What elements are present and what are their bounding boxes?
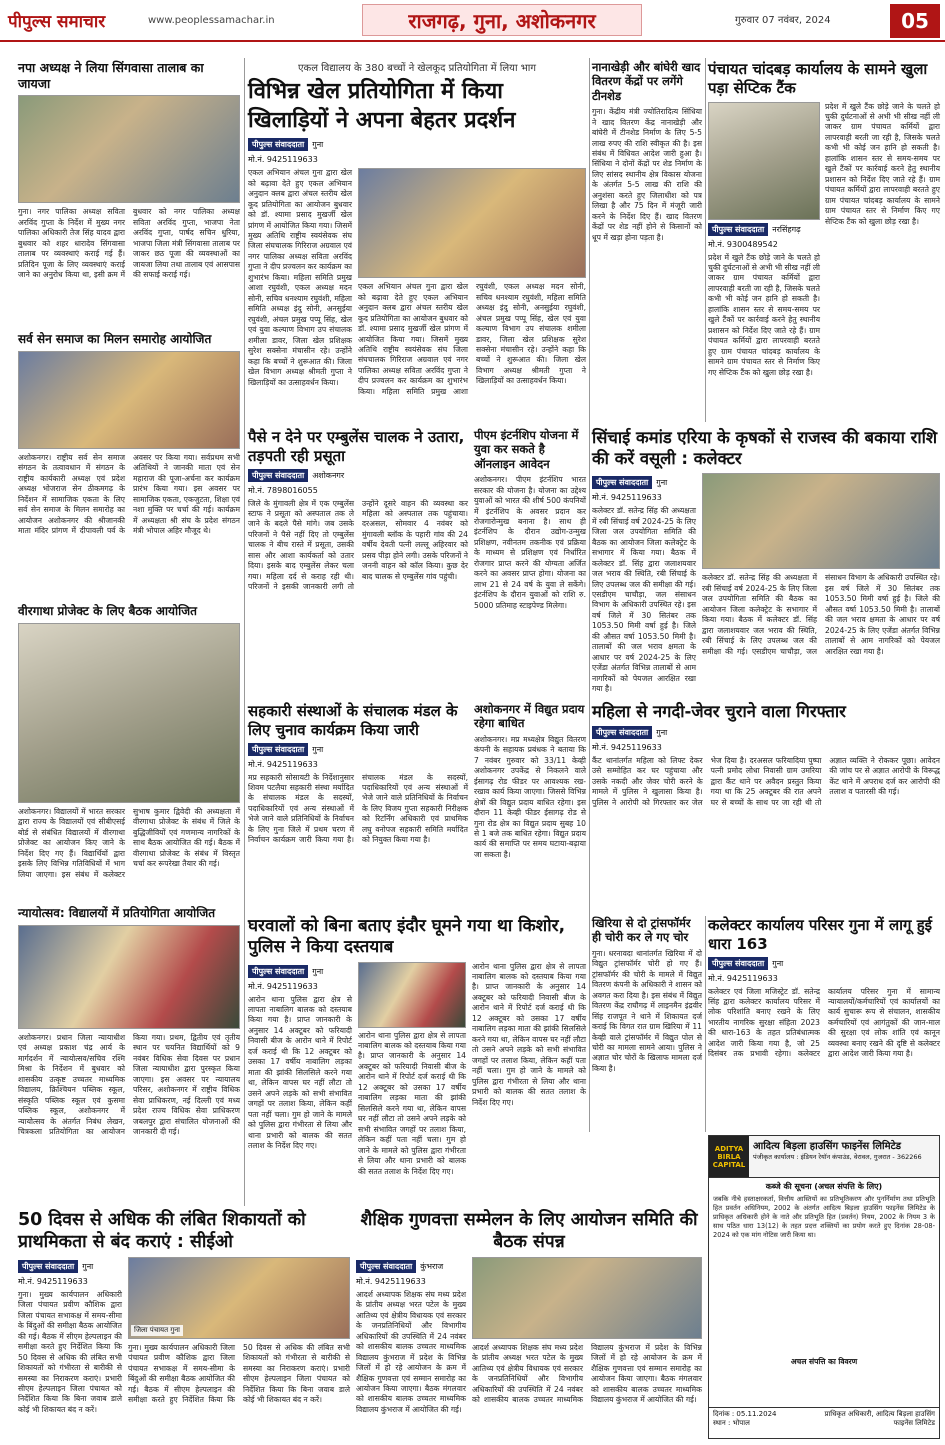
byline (356, 1260, 466, 1273)
column-divider (589, 58, 590, 1132)
article-vidyut (474, 702, 586, 912)
notice-date: दिनांक : 05.11.2024 (713, 1410, 777, 1418)
headline: सिंचाई कमांड एरिया के कृषकों से राजस्व की बकाया राशि की करें वसूली : कलेक्टर (592, 428, 938, 468)
headline: नपा अध्यक्ष ने लिया सिंगवासा तालाब का जायजा (18, 60, 204, 91)
schedule-title: अचल संपत्ति का विवरण (790, 1357, 858, 1366)
mobile-line (248, 485, 468, 496)
article-khel (248, 60, 586, 422)
place: गुना (312, 966, 324, 976)
mobile-line (248, 981, 352, 992)
mobile: मो.नं. 9425119633 (708, 973, 778, 983)
notice-signatory: प्राधिकृत अधिकारी, आदित्य बिड़ला हाउसिंग फाइनेंस लिमिटेड (824, 1410, 935, 1427)
place: कुंभराज (420, 1261, 444, 1271)
mobile-line (248, 154, 586, 165)
headline: वीरगाथा प्रोजेक्ट के लिए बैठक आयोजित (18, 604, 197, 618)
mobile-line (592, 742, 940, 753)
place: गुना (312, 744, 324, 754)
byline (592, 476, 696, 489)
article-photo (18, 623, 240, 803)
article-dhara-163 (708, 916, 940, 1132)
column-divider (705, 916, 706, 1132)
reporter-tag: पीपुल्स संवाददाता (708, 957, 768, 970)
article-photo (358, 962, 466, 1028)
article-pm-internship (474, 428, 586, 698)
mobile: मो.नं. 9425119633 (248, 759, 318, 769)
article-transformer (592, 916, 702, 1132)
article-body-left: एकल अभियान अंचल गुना द्वारा खेल को बढ़ावा देते हुए एकल अभियान अनुदान क्लब द्वारा अंचल स्तरीय खेल कूद प्रतियोगिता का आयोजन बुधवार को डॉ. श्यामा प्रसाद मुखर्जी खेल प्रांगण में आयोजित किया गया। जिसमें मुख्य अतिथि राष्ट्रीय स्वयंसेवक संघ जिला संघचालक गिरिराज अग्रवाल एवं नगर पालिका अध्यक्ष सविता अरविंद गुप्ता ने दीप प्रज्वलन कर कार्यक्रम का शुभारंभ किया। महिला समिति प्रमुख आशा रघुवंशी, एकल अध्यक्ष मदन सोनी, सचिव धनश्याम रघुवंशी, महिला समिति अध्यक्ष इंदु सोनी, अनसुईया रघुवंशी, अंचल प्रमुख पप्पू सिंह, खेल एवं युवा कल्याण विभाग उप संचालक शमीला डावर, जिला खेल प्रशिक्षक सुरेश सक्सेना मंचासीन रहे। उन्होंने कहा कि बच्चों ने शुरूआत की। जिला खेल विभाग अध्यक्ष श्रीमती गुप्ता ने खिलाड़ियों का उत्साहवर्धन किया। (248, 168, 352, 387)
website-url[interactable]: www.peoplessamachar.in (148, 14, 275, 26)
article-body: अशोकनगर। मप्र मध्यक्षेत्र विद्युत वितरण कंपनी के सहायक प्रबंधक ने बताया कि 7 नवंबर गुरुवार को 33/11 केव्ही अशोकनगर उपकेंद्र से निकलने वाले ईसागढ़ रोड फीडर पर आवश्यक रख-रखाव कार्य किया जाएगा। जिससे विभिन्न क्षेत्रों की विद्युत प्रदाय बाधित रहेगा। इस दौरान 11 केव्ही फीडर ईसागढ़ रोड से गुना रोड क्षेत्र का विद्युत प्रदाय सुबह 10 से 1 बजे तक बाधित रहेगा। विद्युत प्रदाय कार्य की समाप्ति पर समय घटाया-बढ़ाया जा सकता है। (474, 734, 586, 859)
article-body-left: गुना। मुख्य कार्यपालन अधिकारी जिला पंचायत प्रवीण कौशिक द्वारा जिला पंचायत सभाकक्ष में समय-सीमा के बिंदुओं की समीक्षा बैठक आयोजित की गई। बैठक में सीएम हेल्पलाइन की समीक्षा करते हुए निर्देशित किया कि 50 दिवस से अधिक की लंबित सभी शिकायतों को गंभीरता से बारीकी से समस्या का निराकरण कराएं। प्रभारी सीएम हेल्पलाइन जिला पंचायत को निर्देशित किया कि बिना जवाब डाले कोई भी शिकायत बंद न करें। (18, 1289, 122, 1414)
place: अशोकनगर (312, 470, 345, 480)
article-body-right: आरोन थाना पुलिस द्वारा क्षेत्र से लापता नाबालिग बालक को दस्तयाब किया गया है। प्राप्त जानकारी के अनुसार 14 अक्टूबर को फरियादी निवासी बीज के आरोन थाने में रिपोर्ट दर्ज कराई थी कि 12 अक्टूबर को उसका 17 वर्षीय नाबालिग लड़का माता की झांकी सिलसिले करने गया था, लेकिन वापस घर नहीं लौटा तो उसने अपने लड़के को सभी संभावित जगहों पर तलाश किया, लेकिन कहीं पता नहीं चला। गुम हो जाने के मामले को पुलिस द्वारा गंभीरता से लिया और थाना प्रभारी को बालक की सतत तलाश के निर्देश दिए गए। (472, 961, 586, 1107)
article-body: मप्र सहकारी सोसायटी के निर्देशानुसार शिवम पटलैया सहकारी संस्था मर्यादित के संचालक मंडल के सदस्यों, पदाधिकारियों एवं अन्य संस्थाओं में भेजे जाने वाले प्रतिनिधियों के निर्वाचन के लिए गुना जिले में प्रथम चरण में निर्वाचन कार्यक्रम जारी किया गया है। संचालक मंडल के सदस्यों, पदाधिकारियों एवं अन्य संस्थाओं में भेजे जाने वाले प्रतिनिधियों के निर्वाचन के लिए विजय गुप्ता सहकारी निरीक्षक को रिटर्निंग अधिकारी एवं प्राथमिक लघु वनोपज सहकारी समिति मर्यादित को नियुक्त किया गया है। (248, 772, 468, 845)
article-body-mid: आरोन थाना पुलिस द्वारा क्षेत्र से लापता नाबालिग बालक को दस्तयाब किया गया है। प्राप्त जानकारी के अनुसार 14 अक्टूबर को फरियादी निवासी बीज के आरोन थाने में रिपोर्ट दर्ज कराई थी कि 12 अक्टूबर को उसका 17 वर्षीय नाबालिग लड़का माता की झांकी सिलसिले करने गया था, लेकिन वापस घर नहीं लौटा तो उसने अपने लड़के को सभी संभावित जगहों पर तलाश किया, लेकिन कहीं पता नहीं चला। गुम हो जाने के मामले को पुलिस द्वारा गंभीरता से लिया और थाना प्रभारी को बालक की सतत तलाश के निर्देश दिए गए। (358, 1030, 466, 1176)
headline: पीएम इंटर्नशिप योजना में युवा कर सकते है ऑनलाइन आवेदन (474, 428, 579, 471)
place: गुना (656, 727, 668, 737)
kicker: एकल विद्यालय के 380 बच्चों ने खेलकूद प्रतियोगिता में लिया भाग (298, 63, 536, 74)
notice-body: जबकि नीचे हस्ताक्षरकर्ता, वित्तीय आस्तियों का प्रतिभूतिकरण और पुनर्निर्माण तथा प्रतिभूति हित प्रवर्तन अधिनियम, 2002 के अंतर्गत आदित्य बिड़ला हाउसिंग फाइनेंस लिमिटेड के प्राधिकृत अधिकारी होने के नाते और प्रतिभूति हित (प्रवर्तन) नियम, 2002 के नियम 3 के साथ पठित धारा 13(12) के तहत प्रदत्त शक्तियों का प्रयोग करते हुए दिनांक 28-08-2024 को एक मांग नोटिस जारी किया था। (713, 1195, 935, 1240)
headline: पंचायत चांदबड़ कार्यालय के सामने खुला पड़ा सेप्टिक टैंक (708, 60, 928, 97)
article-body-left: कलेक्टर डॉ. सतेन्द्र सिंह की अध्यक्षता में रबी सिंचाई वर्ष 2024-25 के लिए जिला जल उपयोगिता समिति की बैठक का आयोजन जिला कलेक्ट्रेट के सभागार में किया गया। बैठक में कलेक्टर डॉ. सिंह द्वारा जलाशयवार जल भराव की स्थिति, रबी सिंचाई के लिए उपलब्ध जल की समीक्षा की गई। एसडीएम चाचौड़ा, जल संसाधन विभाग के अधिकारी उपस्थित रहे। इस वर्ष जिले में 30 सितंबर तक 1053.50 मिमी वर्षा हुई है। जिले की औसत वर्षा 1053.50 मिमी है। तालाबों की जल भराव क्षमता के आधार पर वर्ष 2024-25 के लिए एजेंडा अंतर्गत विभिन्न तालाबों से आम नागरिकों को पेयजल आरक्षित रखा गया है। (592, 506, 696, 694)
article-body: कलेक्टर एवं जिला मजिस्ट्रेट डॉ. सतेन्द्र सिंह द्वारा कलेक्टर कार्यालय परिसर में लोक परिशांति बनाए रखने के लिए भारतीय नागरिक सुरक्षा संहिता 2023 की धारा-163 के तहत प्रतिबंधात्मक आदेश जारी किया गया है, जो 25 दिसंबर तक प्रभावी रहेगा। कलेक्टर कार्यालय परिसर गुना में सामान्य न्यायालयों/कर्मचारियों एवं कार्यालयों का कार्य सुचारू रूप से संचालन, शासकीय कर्मचारियों एवं आगंतुकों की जान-माल की सुरक्षा एवं लोक शांति एवं कानून व्यवस्था बनाए रखने की दृष्टि से कलेक्टर द्वारा आदेश जारी किया गया है। (708, 986, 940, 1059)
headline: अशोकनगर में विद्युत प्रदाय रहेगा बाधित (474, 702, 585, 731)
logo-text: पीपुल्स समाचार (8, 11, 106, 32)
headline: घरवालों को बिना बताए इंदौर घूमने गया था किशोर, पुलिस ने किया दस्तयाब (248, 916, 566, 958)
article-photo (358, 168, 586, 278)
notice-place: स्थान : भोपाल (713, 1419, 750, 1427)
article-body: कैंट थानांतर्गत महिला को लिफ्ट देकर उसे सम्मोहित कर घर पहुंचाया और उसके नकदी और जेवर चोरी करने के मामले में पुलिस ने खुलासा किया है। पुलिस ने आरोपी को गिरफ्तार कर जेल भेज दिया है। दरअसल फरियादिया पुष्पा पत्नी प्रमोद लोधा निवासी ग्राम उमरिया द्वारा कैंट थाने पर अवैदन प्रस्तुत किया गया था कि 25 अक्टूबर की रात अपने घर से बच्चों के साथ पर जा रही थी तो अज्ञात व्यक्ति ने रोककर पूछा। आवेदन की जांच पर से अज्ञात आरोपी के विरूद्ध केंट थाने में अपराध दर्ज कर आरोपी की तलाश व पतारसी की गई। (592, 755, 940, 807)
reporter-tag: पीपुल्स संवाददाता (248, 138, 308, 151)
place: गुना (656, 478, 668, 488)
article-nyayotsav (18, 906, 240, 1206)
article-photo (708, 102, 820, 220)
aditya-birla-logo: ADITYA BIRLA CAPITAL (709, 1136, 749, 1177)
article-body: अशोकनगर। प्रधान जिला न्यायाधीश एवं अध्यक्ष प्रकाश चंद्र आर्य के मार्गदर्शन में न्यायोत्सव/सचिव रश्मि मिश्रा के निर्देशन में बुधवार को शासकीय उत्कृष्ट उच्चतर माध्यमिक विद्यालय, क्रिश्चियन पब्लिक स्कूल, संस्कृति पब्लिक स्कूल एवं कुसमा पब्लिक स्कूल, अशोकनगर में न्यायोत्सव के अंतर्गत निबंध लेखन, चित्रकला प्रतियोगिता का आयोजन किया गया। प्रथम, द्वितीय एवं तृतीय स्थान पर चयनित विद्यार्थियों को 9 नवंबर विधिक सेवा दिवस पर प्रधान जिला न्यायाधीश द्वारा पुरस्कृत किया जाएगा। इस अवसर पर न्यायालय परिसर, अशोकनगर में राष्ट्रीय विधिक सेवा प्राधिकरण, नई दिल्ली एवं मध्य प्रदेश राज्य विधिक सेवा प्राधिकरण जबलपुर द्वारा संचालित योजनाओं की जानकारी दी गई। (18, 1033, 240, 1137)
newspaper-logo[interactable] (8, 2, 138, 38)
company-name: आदित्य बिड़ला हाउसिंग फाइनेंस लिमिटेड (753, 1141, 901, 1152)
place: गुना (82, 1261, 94, 1271)
article-ambulance (248, 428, 468, 698)
headline: सर्व सेन समाज का मिलन समारोह आयोजित (18, 332, 212, 346)
article-photo (18, 925, 240, 1029)
place: गुना (312, 140, 324, 150)
region-banner: राजगढ़, गुना, अशोकनगर (362, 4, 642, 36)
article-photo (18, 95, 240, 203)
article-shaikshik (356, 1210, 702, 1440)
headline: न्यायोत्सव: विद्यालयों में प्रतियोगिता आयोजित (18, 906, 216, 920)
mobile: मो.नं. 9425119633 (592, 493, 662, 503)
headline: कलेक्टर कार्यालय परिसर गुना में लागू हुई धारा 163 (708, 916, 933, 953)
company-address: पंजीकृत कार्यालय : इंडियन रेयॉन कंपाउंड, वेरावल, गुजरात - 362266 (753, 1153, 922, 1161)
place: गुना (772, 958, 784, 968)
article-sen-samaj (18, 332, 240, 600)
reporter-tag: पीपुल्स संवाददाता (248, 965, 308, 978)
article-chor (592, 702, 940, 912)
article-veergatha (18, 604, 240, 902)
mobile: मो.नं. 9300489542 (708, 239, 778, 249)
headline: शैक्षिक गुणवत्ता सम्मेलन के लिए आयोजन समिति की बैठक संपन्न (360, 1210, 698, 1252)
article-sinchai (592, 428, 940, 698)
issue-date: गुरुवार 07 नवंबर, 2024 (735, 15, 831, 26)
notice-title: कब्जे की सूचना (अचल संपत्ति के लिए) (765, 1182, 883, 1191)
column-divider (705, 58, 706, 422)
byline (248, 138, 586, 151)
reporter-tag: पीपुल्स संवाददाता (708, 223, 768, 236)
article-body-right: आदर्श अध्यापक शिक्षक संघ मध्य प्रदेश के प्रांतीय अध्यक्ष भरत पटेल के मुख्य आतिथ्य एवं क्षेत्रीय विधायक एवं सरकार के जनप्रतिनिधियों और विभागीय अधिकारियों की उपस्थिति में 24 नवंबर को शासकीय बालक उच्चतर माध्यमिक विद्यालय कुंभराज में प्रदेश के विभिन्न जिलों में हो रहे आयोजन के क्रम में शैक्षिक गुणवत्ता एवं सम्मान समारोह का आयोजन किया जाएगा। बैठक मंगलवार को शासकीय बालक उच्चतर माध्यमिक विद्यालय कुंभराज में आयोजित की गई। (472, 1342, 702, 1405)
headline: खिरिया से दो ट्रांसफॉर्मर ही चोरी कर ले गए चोर (592, 916, 691, 945)
byline (248, 743, 468, 756)
byline (18, 1260, 122, 1273)
article-body: अशोकनगर। विद्यालयों में भारत सरकार द्वारा राज्य के विद्यालयों एवं सीबीएसई बोर्ड से संबंधित विद्यालयों में वीरगाथा प्रोजेक्ट का आयोजन किए जाने के निर्देश दिए गए हैं। विद्यार्थियों द्वारा इसके लिए विभिन्न गतिविधियों में भाग लिया जाएगा। इस संबंध में कलेक्टर सुभाष कुमार द्विवेदी की अध्यक्षता में वीरगाथा प्रोजेक्ट के संबंध में जिले के बुद्धिजीवियों एवं गणमान्य नागरिकों के साथ बैठक आयोजित की गई। बैठक में वीरगाथा प्रोजेक्ट के संबंध में विस्तृत चर्चा कर रूपरेखा तैयार की गई। (18, 807, 240, 879)
article-photo (128, 1257, 350, 1339)
article-photo (472, 1257, 702, 1339)
photo-caption: जिला पंचायत गुना (131, 1325, 183, 1336)
article-body-left: आदर्श अध्यापक शिक्षक संघ मध्य प्रदेश के प्रांतीय अध्यक्ष भरत पटेल के मुख्य आतिथ्य एवं क्षेत्रीय विधायक एवं सरकार के जनप्रतिनिधियों और विभागीय अधिकारियों की उपस्थिति में 24 नवंबर को शासकीय बालक उच्चतर माध्यमिक विद्यालय कुंभराज में प्रदेश के विभिन्न जिलों में हो रहे आयोजन के क्रम में शैक्षिक गुणवत्ता एवं सम्मान समारोह का आयोजन किया जाएगा। बैठक मंगलवार को शासकीय बालक उच्चतर माध्यमिक विद्यालय कुंभराज में आयोजित की गई। (356, 1289, 466, 1414)
mobile-line (708, 973, 940, 984)
mobile: मो.नं. 9425119633 (248, 981, 318, 991)
article-body-right: गुना। मुख्य कार्यपालन अधिकारी जिला पंचायत प्रवीण कौशिक द्वारा जिला पंचायत सभाकक्ष में समय-सीमा के बिंदुओं की समीक्षा बैठक आयोजित की गई। बैठक में सीएम हेल्पलाइन की समीक्षा करते हुए निर्देशित किया कि 50 दिवस से अधिक की लंबित सभी शिकायतों को गंभीरता से बारीकी से समस्या का निराकरण कराएं। प्रभारी सीएम हेल्पलाइन जिला पंचायत को निर्देशित किया कि बिना जवाब डाले कोई भी शिकायत बंद न करें। (128, 1342, 350, 1405)
article-photo (18, 351, 240, 449)
legal-notice-ad (708, 1135, 940, 1439)
mobile: मो.नं. 9425119633 (248, 155, 318, 165)
mobile-line (248, 759, 468, 770)
mobile: मो.नं. 7898016055 (248, 485, 318, 495)
article-nanakhedi (592, 60, 702, 422)
article-body: अशोकनगर। पीएम इंटर्नशिप भारत सरकार की योजना है। योजना का उद्देश्य युवाओं को भारत की शीर्ष 500 कंपनियों में इंटर्नशिप के अवसर प्रदान कर रोजगारोन्मुख बनाना है। साथ ही इंटर्नशिप के दौरान उद्योग-उन्मुख प्रशिक्षण, नवीनतम तकनीक एवं प्रक्रिया के माध्यम से प्रशिक्षण एवं निर्धारित रोजगार प्राप्त करने की योग्यता अर्जित करने का अवसर प्राप्त होगा। योजना का लाभ 21 से 24 वर्ष के युवा ले सकेंगे। इंटर्नशिप के दौरान युवाओं को राशि रु. 5000 प्रतिमाह स्टाइपेण्ड मिलेगा। (474, 475, 586, 610)
mobile: मो.नं. 9425119633 (356, 1276, 426, 1286)
article-singwasa (18, 60, 240, 328)
article-body-right: एकल अभियान अंचल गुना द्वारा खेल को बढ़ावा देते हुए एकल अभियान अनुदान क्लब द्वारा अंचल स्तरीय खेल कूद प्रतियोगिता का आयोजन बुधवार को डॉ. श्यामा प्रसाद मुखर्जी खेल प्रांगण में आयोजित किया गया। जिसमें मुख्य अतिथि राष्ट्रीय स्वयंसेवक संघ जिला संघचालक गिरिराज अग्रवाल एवं नगर पालिका अध्यक्ष सविता अरविंद गुप्ता ने दीप प्रज्वलन कर कार्यक्रम का शुभारंभ किया। महिला समिति प्रमुख आशा रघुवंशी, एकल अध्यक्ष मदन सोनी, सचिव धनश्याम रघुवंशी, महिला समिति अध्यक्ष इंदु सोनी, अनसुईया रघुवंशी, अंचल प्रमुख पप्पू सिंह, खेल एवं युवा कल्याण विभाग उप संचालक शमीला डावर, जिला खेल प्रशिक्षक सुरेश सक्सेना मंचासीन रहे। उन्होंने कहा कि बच्चों ने शुरूआत की। जिला खेल विभाग अध्यक्ष श्रीमती गुप्ता ने खिलाड़ियों का उत्साहवर्धन किया। (358, 282, 586, 396)
reporter-tag: पीपुल्स संवाददाता (248, 743, 308, 756)
page-number: 05 (890, 4, 940, 38)
headline: विभिन्न खेल प्रतियोगिता में किया खिलाड़ियों ने अपना बेहतर प्रदर्शन (248, 79, 516, 133)
article-body: गुना। केंद्रीय मंत्री ज्योतिरादित्य सिंधिया ने खाद वितरण केंद्र नानाखेड़ी और बांघेरी में टीनशेड निर्माण के लिए 5-5 लाख रुपए की राशि स्वीकृत की है। इस संबंध में विधिवत आदेश जारी हुआ है। सिंधिया ने दोनों केंद्रों पर शेड निर्माण के लिए सांसद स्थानीय क्षेत्र विकास योजना के अंतर्गत 5-5 लाख की राशि की अनुशंसा करते हुए जिलाधीश को पत्र लिखा है और 75 दिन में मंजूरी जारी करने के निर्देश दिए हैं। खाद वितरण केंद्रों पर शेड नहीं होने से किसानों को धूप में खड़ा होना पड़ता है। (592, 107, 702, 242)
article-sahkari (248, 702, 468, 912)
article-ceo (18, 1210, 350, 1440)
mobile: मो.नं. 9425119633 (18, 1276, 88, 1286)
mobile-line (356, 1276, 466, 1287)
mobile-line (708, 239, 820, 250)
byline (708, 223, 820, 236)
byline (248, 965, 352, 978)
mobile-line (18, 1276, 122, 1287)
article-photo (702, 473, 940, 569)
headline: सहकारी संस्थाओं के संचालक मंडल के लिए चुनाव कार्यक्रम किया जारी (248, 702, 458, 739)
column-divider (244, 58, 245, 1206)
headline: नानाखेड़ी और बांघेरी खाद वितरण केंद्रों पर लगेंगे टीनशेड (592, 60, 701, 103)
article-body-right: कलेक्टर डॉ. सतेन्द्र सिंह की अध्यक्षता में रबी सिंचाई वर्ष 2024-25 के लिए जिला जल उपयोगिता समिति की बैठक का आयोजन जिला कलेक्ट्रेट के सभागार में किया गया। बैठक में कलेक्टर डॉ. सिंह द्वारा जलाशयवार जल भराव की स्थिति, रबी सिंचाई के लिए उपलब्ध जल की समीक्षा की गई। एसडीएम चाचौड़ा, जल संसाधन विभाग के अधिकारी उपस्थित रहे। इस वर्ष जिले में 30 सितंबर तक 1053.50 मिमी वर्षा हुई है। जिले की औसत वर्षा 1053.50 मिमी है। तालाबों की जल भराव क्षमता के आधार पर वर्ष 2024-25 के लिए एजेंडा अंतर्गत विभिन्न तालाबों से आम नागरिकों को पेयजल आरक्षित रखा गया है। (702, 573, 940, 656)
headline: महिला से नगदी-जेवर चुराने वाला गिरफ्तार (592, 702, 846, 721)
reporter-tag: पीपुल्स संवाददाता (592, 726, 652, 739)
mobile: मो.नं. 9425119633 (592, 742, 662, 752)
reporter-tag: पीपुल्स संवाददाता (356, 1260, 416, 1273)
article-body: गुना। नगर पालिका अध्यक्ष सविता अरविंद गुप्ता के निर्देश में मुख्य नगर पालिका अधिकारी तेज सिंह यादव द्वारा बुधवार को शहर धारादेव सिंगवासा तालाब पर व्यवस्थाएं कराई गई हैं। प्रतिदिन पूजा के लिए व्यवस्थाएं कराई जाने का अनुरोध किया था, इसी क्रम में बुधवार को नगर पालिका अध्यक्ष सविता अरविंद गुप्ता, भाजपा नेता अरविंद गुप्ता, पार्षद सचिन धुरिया, भाजपा जिला मंत्री सिंगवासा तालाब पर जाकर छठ पूजा की व्यवस्थाओं का जायजा लिया तथा तालाब एवं आसपास की सफाई कराई गई। (18, 207, 240, 280)
byline (248, 469, 468, 482)
place: नरसिंहगढ़ (772, 224, 801, 234)
reporter-tag: पीपुल्स संवाददाता (18, 1260, 78, 1273)
article-septic-tank (708, 60, 940, 422)
article-body-left: आरोन थाना पुलिस द्वारा क्षेत्र से लापता नाबालिग बालक को दस्तयाब किया गया है। प्राप्त जानकारी के अनुसार 14 अक्टूबर को फरियादी निवासी बीज के आरोन थाने में रिपोर्ट दर्ज कराई थी कि 12 अक्टूबर को उसका 17 वर्षीय नाबालिग लड़का माता की झांकी सिलसिले करने गया था, लेकिन वापस घर नहीं लौटा तो उसने अपने लड़के को सभी संभावित जगहों पर तलाश किया, लेकिन कहीं पता नहीं चला। गुम हो जाने के मामले को पुलिस द्वारा गंभीरता से लिया और थाना प्रभारी को बालक की सतत तलाश के निर्देश दिए गए। (248, 994, 352, 1151)
article-body: अशोकनगर। राष्ट्रीय सर्व सेन समाज संगठन के तत्वावधान में संगठन के राष्ट्रीय कार्यकारी अध्यक्ष एवं प्रदेश अध्यक्ष भोजराज सेन ठीकमगढ़ के निर्देशन में सामाजिक एकता के लिए सर्व सेन समाज के मिलन समारोह का आयोजन अशोकनगर की श्रीजानकी माता मंदिर प्रांगण में दीपावली पर्व के अवसर पर किया गया। सर्वप्रथम सभी अतिथियों ने जानकी माता एवं सेन महाराज की पूजा-अर्चना कर कार्यक्रम प्रारंभ किया गया। इस अवसर पर सामाजिक एकता, एकजुटता, शिक्षा एवं नशा मुक्ति पर चर्चा की गई। कार्यक्रम में अध्यक्षता श्री संघ के प्रदेश संगठन मंत्री भोपाल अहिर मौजूद थे। (18, 453, 240, 536)
mobile-line (592, 492, 696, 503)
article-body: गुना। धरनावदा थानांतर्गत खिरिया में दो विद्युत ट्रांसफॉर्मर चोरी हो गए हैं। ट्रांसफॉर्मर की चोरी के मामले में विद्युत वितरण कंपनी के अधिकारी ने शासन को अवगत करा दिया है। इस संबंध में विद्युत वितरण केंद्र राघौगढ़ में लाइनमैन इंद्रवीर सिंह राजपूत ने थाने में शिकायत दर्ज कराई कि विगत रात ग्राम खिरिया में 11 केव्ही वाले ट्रांसफॉर्मर में विद्युत पोल से चोरी का मामला सामने आया। पुलिस ने अज्ञात चोर चोरों के खिलाफ मामला दर्ज किया है। (592, 948, 702, 1073)
headline: पैसे न देने पर एम्बुलेंस चालक ने उतारा, तड़पती रही प्रसूता (248, 428, 465, 465)
article-body-left: प्रदेश में खुले टैंक छोड़े जाने के चलते हो चुकी दुर्घटनाओं से अभी भी सीख नहीं ली जाकर ग्राम पंचायत कर्मियों द्वारा लापरवाही बरती जा रही है, जिसके चलते कभी भी कोई जन हानि हो सकती है। हालांकि शासन स्तर से समय-समय पर खुले टैंकों पर कार्रवाई करने हेतु स्थानीय प्रशासन को निर्देश दिए जाते रहे हैं। ग्राम पंचायत कर्मियों द्वारा लापरवाही बरतते हुए ग्राम पंचायत चांदबड़ कार्यालय के सामने ग्राम पंचायत स्तर से निर्माण किए गए सेप्टिक टैंक को खुला छोड़ रखा है। (708, 252, 820, 377)
reporter-tag: पीपुल्स संवाददाता (248, 469, 308, 482)
article-kishor (248, 916, 586, 1176)
byline (592, 726, 940, 739)
byline (708, 957, 940, 970)
article-body: जिले के मुंगावली क्षेत्र में एक एम्बुलेंस स्टाफ ने प्रसूता को अस्पताल तक ले जाने के बदले पैसे मांगे। जब उसके परिजनों ने पैसे नहीं दिए तो एम्बुलेंस चालक ने बीच रास्ते में प्रसूता, उसकी सास और आशा कार्यकर्ता को उतार दिया। इसके बाद एम्बुलेंस लेकर चला गया। महिला दर्द से कराह रही थी। परिजनों ने इसकी जानकारी लगी तो उन्होंने दूसरे वाहन की व्यवस्था कर महिला को अस्पताल तक पहुंचाया। दरअसल, सोमवार 4 नवंबर को मुंगावली ब्लॉक के पहारी गांव की 24 वर्षीय देवती पत्नी लल्लू अहिरवार को प्रसव पीड़ा होने लगी। उसके परिजनों ने जननी वाहन को कॉल किया। कुछ देर बाद चालक से एम्बुलेंस गांव पहुंची। (248, 498, 468, 592)
article-body-right: प्रदेश में खुले टैंक छोड़े जाने के चलते हो चुकी दुर्घटनाओं से अभी भी सीख नहीं ली जाकर ग्राम पंचायत कर्मियों द्वारा लापरवाही बरती जा रही है, जिसके चलते कभी भी कोई जन हानि हो सकती है। हालांकि शासन स्तर से समय-समय पर खुले टैंकों पर कार्रवाई करने हेतु स्थानीय प्रशासन को निर्देश दिए जाते रहे हैं। ग्राम पंचायत कर्मियों द्वारा लापरवाही बरतते हुए ग्राम पंचायत चांदबड़ कार्यालय के सामने ग्राम पंचायत स्तर से निर्माण किए गए सेप्टिक टैंक को खुला छोड़ रखा है। (825, 101, 940, 226)
headline: 50 दिवस से अधिक की लंबित शिकायतों को प्राथमिकता से बंद कराएं : सीईओ (18, 1210, 306, 1252)
reporter-tag: पीपुल्स संवाददाता (592, 476, 652, 489)
